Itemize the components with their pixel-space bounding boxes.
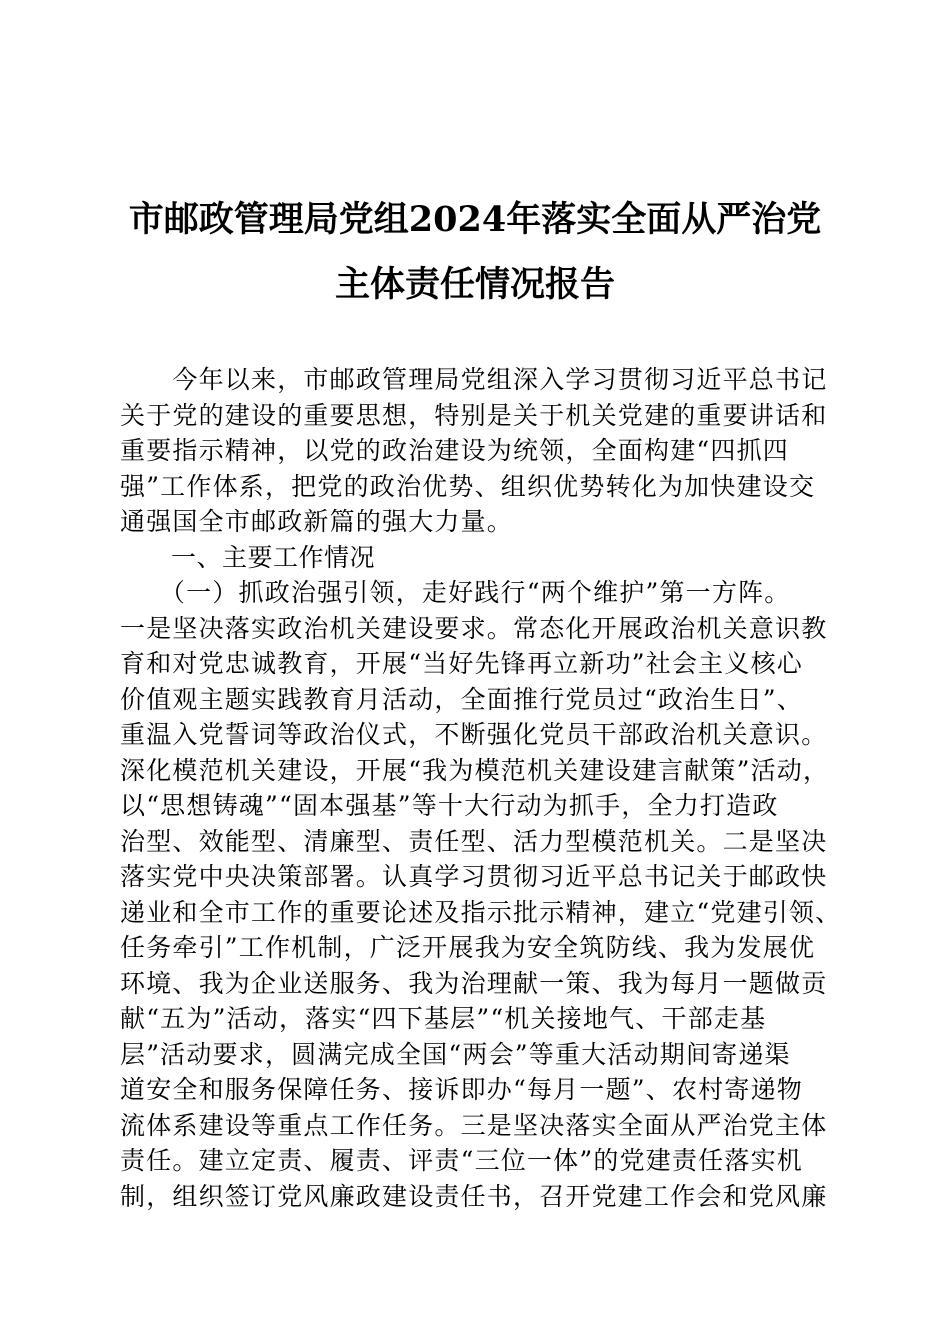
body-line: 今年以来，市邮政管理局党组深入学习贯彻习近平总书记 bbox=[120, 365, 828, 394]
body-line: 道安全和服务保障任务、接诉即办“每月一题”、农村寄递物 bbox=[120, 1075, 803, 1104]
document-title-line-2: 主体责任情况报告 bbox=[334, 264, 615, 305]
body-line: 价值观主题实践教育月活动，全面推行党员过“政治生日”、 bbox=[120, 684, 803, 714]
body-line: 献“五为”活动，落实“四下基层”“机关接地气、干部走基 bbox=[120, 1004, 767, 1033]
body-line: 流体系建设等重点工作任务。三是坚决落实全面从严治党主体 bbox=[120, 1110, 828, 1140]
section-heading: 一、主要工作情况 bbox=[120, 542, 376, 572]
body-line: 重温入党誓词等政治仪式，不断强化党员干部政治机关意识。 bbox=[120, 720, 828, 749]
body-line: 重要指示精神，以党的政治建设为统领，全面构建“四抓四 bbox=[120, 436, 789, 465]
body-line: 关于党的建设的重要思想，特别是关于机关党建的重要讲话和 bbox=[120, 400, 828, 430]
body-line: 深化模范机关建设，开展“我为模范机关建设建言献策”活动， bbox=[120, 755, 830, 785]
body-line: 育和对党忠诚教育，开展“当好先锋再立新功”社会主义核心 bbox=[120, 649, 803, 678]
body-line: 层”活动要求，圆满完成全国“两会”等重大活动期间寄递渠 bbox=[120, 1039, 791, 1069]
document-body bbox=[120, 362, 840, 1214]
body-line: 责任。建立定责、履责、评责“三位一体”的党建责任落实机 bbox=[120, 1146, 803, 1175]
body-line: 递业和全市工作的重要论述及指示批示精神，建立“党建引领、 bbox=[120, 897, 842, 927]
document-title-line-1: 市邮政管理局党组2024年落实全面从严治党 bbox=[128, 199, 822, 240]
body-line: 落实党中央决策部署。认真学习贯彻习近平总书记关于邮政快 bbox=[120, 862, 828, 891]
body-line: 制，组织签订党风廉政建设责任书，召开党建工作会和党风廉 bbox=[120, 1181, 828, 1211]
body-line: 以“思想铸魂”“固本强基”等十大行动为抓手，全力打造政 bbox=[120, 791, 779, 820]
body-line: （一）抓政治强引领，走好践行“两个维护”第一方阵。 bbox=[120, 578, 791, 607]
body-line: 任务牵引”工作机制，广泛开展我为安全筑防线、我为发展优 bbox=[120, 933, 816, 962]
body-line: 通强国全市邮政新篇的强大力量。 bbox=[120, 507, 514, 536]
body-line: 一是坚决落实政治机关建设要求。常态化开展政治机关意识教 bbox=[120, 613, 828, 643]
body-line: 强”工作体系，把党的政治优势、组织优势转化为加快建设交 bbox=[120, 471, 816, 501]
body-line: 治型、效能型、清廉型、责任型、活力型模范机关。二是坚决 bbox=[120, 826, 828, 856]
body-line: 环境、我为企业送服务、我为治理献一策、我为每月一题做贡 bbox=[120, 968, 828, 998]
